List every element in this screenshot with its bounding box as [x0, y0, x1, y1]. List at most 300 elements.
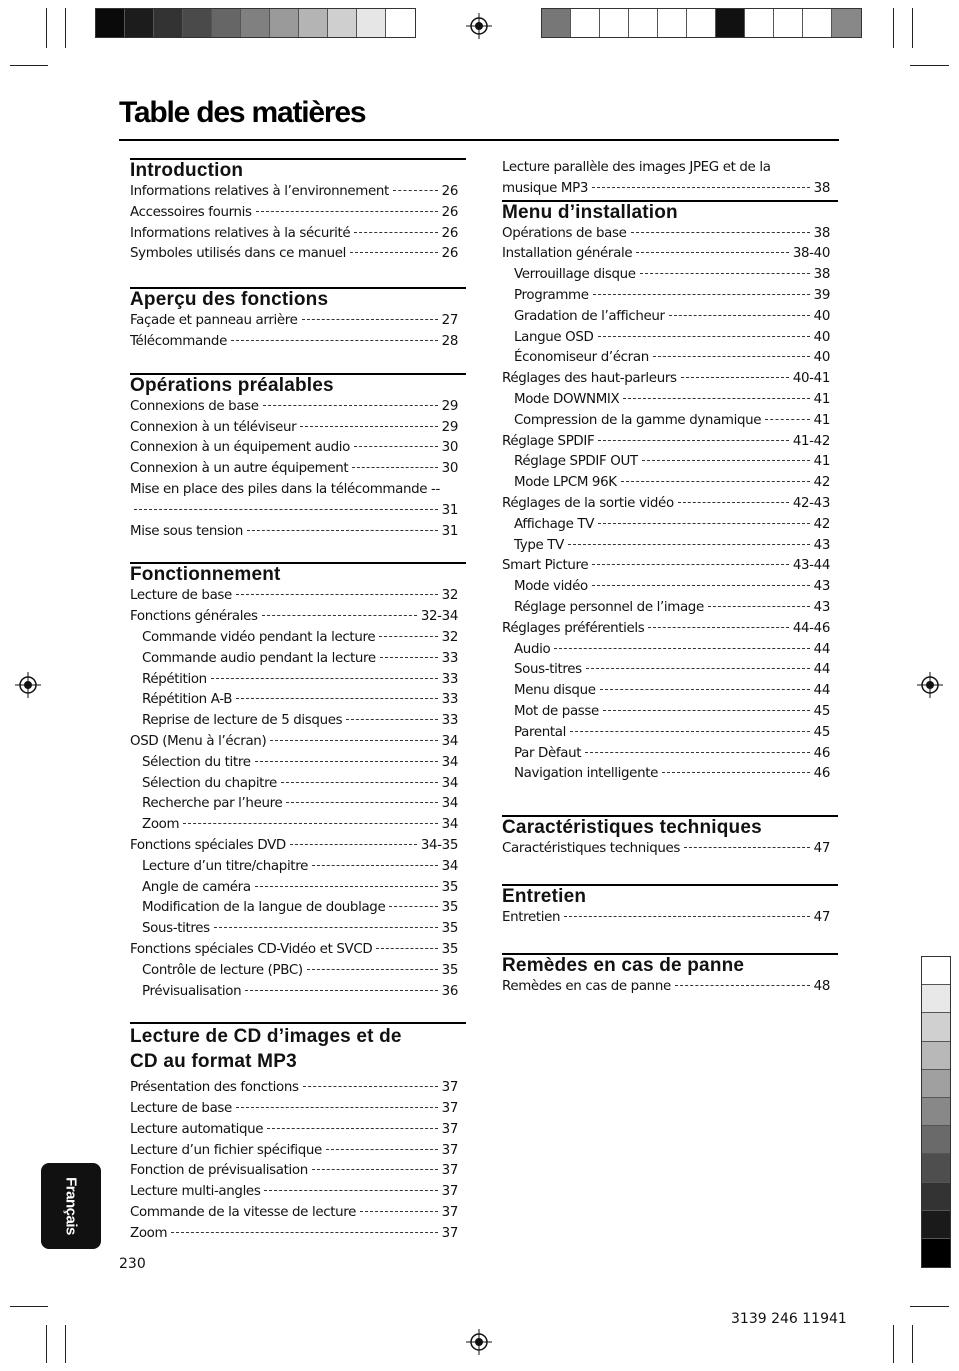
toc-entry-page: 35 — [441, 921, 458, 937]
toc-entry-label: Sous-titres — [142, 921, 210, 937]
toc-entry-page: 43-44 — [792, 558, 830, 574]
toc-section — [130, 287, 458, 353]
toc-entry[interactable] — [130, 628, 458, 649]
toc-entry[interactable] — [502, 723, 830, 744]
toc-entry-page: 38-40 — [792, 246, 830, 262]
toc-entry-label: Contrôle de lecture (PBC) — [142, 962, 303, 978]
dot-leader — [603, 710, 810, 711]
toc-entry-label: Navigation intelligente — [514, 766, 659, 782]
toc-entry[interactable] — [502, 390, 830, 411]
toc-entry-page: 37 — [441, 1142, 458, 1158]
toc-entry-label: Installation générale — [502, 246, 633, 262]
dot-leader — [354, 232, 437, 233]
dot-leader — [354, 446, 438, 447]
toc-entry-page: 26 — [441, 225, 458, 241]
toc-entry-label: OSD (Menu à l’écran) — [130, 733, 267, 749]
toc-entry-label: Réglages des haut-parleurs — [502, 371, 677, 387]
toc-entry[interactable] — [130, 311, 458, 332]
toc-entry-page: 37 — [441, 1163, 458, 1179]
toc-entry-page: 37 — [441, 1101, 458, 1117]
section-heading — [130, 1022, 466, 1078]
toc-entry-page: 43 — [813, 599, 830, 615]
section-heading: Caractéristiques techniques — [502, 815, 838, 839]
toc-entry-label: Type TV — [514, 537, 564, 553]
toc-entry-label: Entretien — [502, 909, 561, 925]
section-heading: Entretien — [502, 884, 838, 908]
toc-entry-label: Réglage SPDIF — [502, 433, 595, 449]
toc-entry-label: Connexion à un équipement audio — [130, 440, 351, 456]
crop-mark — [912, 1325, 913, 1363]
toc-entry-label: Télécommande — [130, 333, 227, 349]
toc-entry[interactable] — [130, 1203, 458, 1224]
section-heading: Remèdes en cas de panne — [502, 953, 838, 977]
dot-leader — [352, 467, 437, 468]
toc-entry[interactable] — [130, 522, 458, 543]
toc-entry-label: Audio — [514, 641, 551, 657]
dot-leader — [600, 689, 810, 690]
toc-entry[interactable] — [130, 418, 458, 439]
toc-entry[interactable] — [130, 1120, 458, 1141]
toc-entry[interactable] — [502, 908, 830, 929]
toc-entry-label: Compression de la gamme dynamique — [514, 412, 762, 428]
toc-entry[interactable] — [502, 494, 830, 515]
toc-entry-label: Fonction de prévisualisation — [130, 1163, 308, 1179]
toc-entry-page: 32 — [441, 588, 458, 604]
toc-entry-page: 44 — [813, 641, 830, 657]
title-divider — [119, 139, 839, 141]
color-bar-top-left — [95, 8, 416, 38]
language-tab-label: Français — [62, 1177, 80, 1235]
toc-section — [130, 373, 458, 543]
toc-entry[interactable] — [130, 244, 458, 265]
toc-entry[interactable] — [130, 203, 458, 224]
dot-leader — [379, 636, 437, 637]
toc-entry-label: Lecture multi-angles — [130, 1184, 261, 1200]
dot-leader — [621, 481, 810, 482]
dot-leader — [255, 761, 438, 762]
toc-entry[interactable] — [130, 919, 458, 940]
toc-entry[interactable] — [130, 224, 458, 245]
toc-entry-label: Lecture automatique — [130, 1121, 264, 1137]
toc-section — [130, 158, 458, 265]
dot-leader — [346, 719, 437, 720]
toc-entry[interactable] — [502, 307, 830, 328]
toc-entry-label: Menu disque — [514, 683, 596, 699]
dot-leader — [681, 377, 789, 378]
toc-entry[interactable] — [130, 878, 458, 899]
toc-entry[interactable] — [130, 690, 458, 711]
toc-entry[interactable] — [502, 556, 830, 577]
toc-entry-label: Reprise de lecture de 5 disques — [142, 713, 343, 729]
toc-entry[interactable] — [130, 501, 458, 522]
dot-leader — [592, 585, 810, 586]
section-heading: Opérations préalables — [130, 373, 466, 397]
toc-entry-label: Angle de caméra — [142, 879, 251, 895]
dot-leader — [586, 668, 810, 669]
toc-entry-label[interactable]: Mise en place des piles dans la télécommande -- — [130, 481, 440, 497]
toc-entry[interactable] — [502, 515, 830, 536]
dot-leader — [592, 564, 789, 565]
toc-entry-label: Verrouillage disque — [514, 267, 636, 283]
toc-entry-label: Accessoires fournis — [130, 204, 252, 220]
toc-entry[interactable] — [502, 977, 830, 998]
toc-entry[interactable] — [130, 586, 458, 607]
dot-leader — [171, 1232, 437, 1233]
toc-entry-page: 40-41 — [792, 371, 830, 387]
page-number: 230 — [119, 1256, 146, 1272]
toc-right-column — [502, 158, 830, 998]
toc-entry-label: Par Dèfaut — [514, 745, 582, 761]
toc-entry-page: 34 — [441, 796, 458, 812]
toc-entry-label: Recherche par l’heure — [142, 796, 283, 812]
dot-leader — [255, 886, 438, 887]
dot-leader — [708, 606, 810, 607]
toc-entry-page: 40 — [813, 329, 830, 345]
dot-leader — [554, 648, 809, 649]
dot-leader — [312, 1169, 438, 1170]
toc-entry-page: 41 — [813, 454, 830, 470]
dot-leader — [290, 844, 417, 845]
dot-leader — [636, 252, 789, 253]
dot-leader — [564, 916, 809, 917]
crop-mark — [893, 8, 894, 48]
color-bar-right — [921, 956, 951, 1268]
toc-entry-page: 26 — [441, 204, 458, 220]
crop-mark — [46, 8, 47, 48]
toc-section — [130, 1022, 458, 1244]
section-heading-line: Lecture de CD d’images et de — [130, 1026, 402, 1048]
toc-section — [502, 884, 830, 929]
toc-entry-label: Sous-titres — [514, 662, 582, 678]
toc-entry-label: Commande vidéo pendant la lecture — [142, 629, 376, 645]
toc-section — [130, 562, 458, 1002]
dot-leader — [262, 615, 417, 616]
dot-leader — [247, 530, 438, 531]
toc-entry[interactable] — [502, 598, 830, 619]
toc-entry-label: Connexion à un autre équipement — [130, 461, 349, 477]
toc-entry[interactable] — [502, 411, 830, 432]
toc-entry-page: 41 — [813, 412, 830, 428]
crop-mark — [10, 65, 48, 66]
toc-entry[interactable] — [502, 265, 830, 286]
toc-entry-label: Mise sous tension — [130, 523, 244, 539]
toc-entry[interactable] — [130, 898, 458, 919]
toc-entry-page: 48 — [813, 978, 830, 994]
toc-entry-page: 41-42 — [792, 433, 830, 449]
toc-entry[interactable] — [130, 753, 458, 774]
dot-leader — [678, 502, 789, 503]
toc-entry[interactable] — [130, 857, 458, 878]
toc-entry[interactable] — [502, 328, 830, 349]
section-heading: Introduction — [130, 158, 466, 182]
toc-entry[interactable] — [130, 1078, 458, 1099]
dot-leader — [598, 523, 810, 524]
dot-leader — [393, 190, 438, 191]
crop-mark — [10, 1306, 48, 1307]
toc-entry[interactable] — [502, 369, 830, 390]
toc-entry[interactable] — [502, 432, 830, 453]
toc-entry-page: 32-34 — [420, 609, 458, 625]
crop-mark — [910, 65, 949, 66]
dot-leader — [640, 273, 810, 274]
dot-leader — [134, 509, 438, 510]
toc-entry-label: Présentation des fonctions — [130, 1080, 299, 1096]
toc-entry-page: 42-43 — [792, 495, 830, 511]
toc-entry-page: 44-46 — [792, 620, 830, 636]
toc-entry-label: Smart Picture — [502, 558, 589, 574]
toc-entry-page: 34 — [441, 817, 458, 833]
toc-entry-label: Caractéristiques techniques — [502, 841, 681, 857]
toc-entry-page: 29 — [441, 398, 458, 414]
dot-leader — [231, 340, 438, 341]
toc-entry[interactable] — [130, 711, 458, 732]
toc-entry-page: 46 — [813, 745, 830, 761]
toc-entry[interactable] — [130, 1161, 458, 1182]
toc-entry[interactable] — [130, 182, 458, 203]
toc-entry[interactable] — [130, 1182, 458, 1203]
toc-entry-label: Commande de la vitesse de lecture — [130, 1205, 357, 1221]
dot-leader — [380, 657, 438, 658]
toc-entry-page: 43 — [813, 579, 830, 595]
toc-entry-page: 32 — [441, 629, 458, 645]
crop-mark — [65, 8, 66, 48]
dot-leader — [312, 865, 438, 866]
dot-leader — [281, 782, 438, 783]
toc-entry-label: Mot de passe — [514, 703, 599, 719]
toc-entry-page: 35 — [441, 941, 458, 957]
registration-mark-icon — [466, 1329, 492, 1355]
dot-leader — [642, 460, 810, 461]
toc-entry-page: 45 — [813, 703, 830, 719]
toc-entry-page: 31 — [441, 502, 458, 518]
dot-leader — [303, 1086, 438, 1087]
document-code: 3139 246 11941 — [731, 1311, 847, 1327]
toc-entry-page: 33 — [441, 671, 458, 687]
toc-entry-label: Commande audio pendant la lecture — [142, 650, 376, 666]
dot-leader — [350, 252, 438, 253]
crop-mark — [65, 1325, 66, 1363]
toc-entry[interactable] — [502, 702, 830, 723]
registration-mark-icon — [917, 672, 943, 698]
dot-leader — [360, 1211, 438, 1212]
registration-mark-icon — [466, 13, 492, 39]
toc-entry[interactable] — [130, 670, 458, 691]
toc-entry-label: Connexions de base — [130, 398, 259, 414]
toc-entry[interactable] — [502, 536, 830, 557]
dot-leader — [286, 802, 437, 803]
toc-entry-page: 39 — [813, 287, 830, 303]
toc-entry[interactable] — [130, 1141, 458, 1162]
page-title: Table des matières — [119, 96, 366, 129]
toc-entry-page: 37 — [441, 1080, 458, 1096]
color-bar-top-right — [541, 8, 862, 38]
toc-entry-label: Connexion à un téléviseur — [130, 419, 297, 435]
toc-entry-page: 34-35 — [420, 837, 458, 853]
toc-entry-page: 26 — [441, 246, 458, 262]
toc-entry-page: 34 — [441, 754, 458, 770]
toc-entry-page: 34 — [441, 733, 458, 749]
toc-section — [502, 953, 830, 998]
toc-entry-page: 29 — [441, 419, 458, 435]
toc-entry[interactable] — [130, 794, 458, 815]
toc-entry-label: Langue OSD — [514, 329, 594, 345]
toc-entry-label: Symboles utilisés dans ce manuel — [130, 246, 346, 262]
toc-entry-page: 47 — [813, 909, 830, 925]
dot-leader — [256, 211, 438, 212]
dot-leader — [675, 985, 810, 986]
toc-entry[interactable] — [130, 649, 458, 670]
toc-entry-page: 30 — [441, 440, 458, 456]
toc-entry-page: 37 — [441, 1184, 458, 1200]
toc-entry[interactable] — [502, 744, 830, 765]
section-heading-line: CD au format MP3 — [130, 1051, 297, 1073]
registration-mark-icon — [15, 672, 41, 698]
toc-entry[interactable] — [502, 660, 830, 681]
toc-entry-label: Affichage TV — [514, 516, 595, 532]
toc-entry-label: Gradation de l’afficheur — [514, 308, 665, 324]
crop-mark — [893, 1325, 894, 1363]
toc-entry-page: 43 — [813, 537, 830, 553]
crop-mark — [46, 1325, 47, 1363]
dot-leader — [307, 969, 438, 970]
dot-leader — [592, 187, 810, 188]
dot-leader — [593, 294, 810, 295]
toc-entry-page: 44 — [813, 683, 830, 699]
toc-entry[interactable] — [130, 982, 458, 1003]
section-heading: Fonctionnement — [130, 562, 466, 586]
dot-leader — [389, 906, 437, 907]
toc-entry[interactable] — [130, 815, 458, 836]
toc-entry[interactable] — [502, 244, 830, 265]
toc-entry-label: Sélection du titre — [142, 754, 251, 770]
toc-entry[interactable] — [502, 452, 830, 473]
crop-mark — [910, 1306, 949, 1307]
toc-entry[interactable] — [502, 619, 830, 640]
toc-entry-page: 38 — [813, 180, 830, 196]
toc-entry[interactable] — [130, 1224, 458, 1245]
toc-entry-page: 38 — [813, 225, 830, 241]
toc-entry-page: 41 — [813, 391, 830, 407]
toc-entry-page: 46 — [813, 766, 830, 782]
toc-entry[interactable] — [502, 224, 830, 245]
toc-entry[interactable] — [502, 577, 830, 598]
toc-entry[interactable] — [130, 961, 458, 982]
toc-entry-page: 28 — [441, 333, 458, 349]
toc-entry-label: Prévisualisation — [142, 983, 242, 999]
toc-section — [502, 200, 830, 786]
toc-entry-page: 45 — [813, 724, 830, 740]
toc-entry-page: 31 — [441, 523, 458, 539]
toc-entry-label: Répétition A-B — [142, 692, 233, 708]
toc-entry[interactable] — [130, 1099, 458, 1120]
toc-entry-label[interactable]: Lecture parallèle des images JPEG et de la — [502, 160, 771, 175]
toc-entry[interactable] — [502, 473, 830, 494]
language-tab — [41, 1163, 101, 1249]
toc-entry[interactable] — [130, 607, 458, 628]
dot-leader — [568, 544, 810, 545]
toc-entry[interactable] — [130, 774, 458, 795]
toc-entry-page: 37 — [441, 1205, 458, 1221]
dot-leader — [245, 990, 437, 991]
toc-entry-label: Réglages de la sortie vidéo — [502, 495, 674, 511]
dot-leader — [236, 698, 438, 699]
dot-leader — [623, 398, 809, 399]
toc-entry-label: Réglage personnel de l’image — [514, 599, 704, 615]
toc-entry-page: 36 — [441, 983, 458, 999]
toc-entry[interactable] — [130, 940, 458, 961]
toc-entry[interactable] — [130, 836, 458, 857]
toc-entry[interactable] — [502, 286, 830, 307]
toc-entry-label: Lecture de base — [130, 1101, 232, 1117]
crop-mark — [912, 8, 913, 48]
toc-entry-label: Lecture d’un fichier spécifique — [130, 1142, 322, 1158]
dot-leader — [648, 627, 788, 628]
toc-entry-page: 35 — [441, 879, 458, 895]
toc-entry-page: 42 — [813, 516, 830, 532]
toc-entry-label: Mode DOWNMIX — [514, 391, 620, 407]
toc-entry-label: Informations relatives à l’environnement — [130, 184, 389, 199]
toc-entry-page: 44 — [813, 662, 830, 678]
toc-entry-page: 35 — [441, 962, 458, 978]
toc-entry-label: Fonctions spéciales DVD — [130, 837, 286, 853]
dot-leader — [300, 426, 437, 427]
toc-entry[interactable] — [130, 732, 458, 753]
toc-entry-page: 37 — [441, 1121, 458, 1137]
dot-leader — [631, 232, 810, 233]
dot-leader — [669, 315, 810, 316]
dot-leader — [598, 440, 788, 441]
toc-entry-label: Zoom — [130, 1225, 168, 1241]
dot-leader — [570, 731, 810, 732]
toc-entry[interactable] — [502, 839, 830, 860]
toc-entry[interactable] — [502, 179, 830, 200]
toc-entry-label: Fonctions spéciales CD-Vidéo et SVCD — [130, 941, 373, 957]
toc-entry-label: Répétition — [142, 671, 207, 687]
dot-leader — [598, 336, 810, 337]
toc-entry-label: Lecture d’un titre/chapitre — [142, 858, 308, 874]
toc-entry[interactable] — [502, 348, 830, 369]
toc-entry-label: Mode LPCM 96K — [514, 475, 617, 491]
toc-entry-page: 33 — [441, 713, 458, 729]
toc-entry-page: 35 — [441, 900, 458, 916]
toc-entry-page: 40 — [813, 308, 830, 324]
toc-entry-label: Informations relatives à la sécurité — [130, 225, 351, 241]
toc-entry-page: 37 — [441, 1225, 458, 1241]
toc-entry[interactable] — [130, 332, 458, 353]
toc-entry[interactable] — [502, 681, 830, 702]
dot-leader — [684, 847, 810, 848]
toc-entry-label: Réglages préférentiels — [502, 620, 645, 636]
toc-entry[interactable] — [130, 459, 458, 480]
dot-leader — [376, 948, 437, 949]
dot-leader — [653, 356, 810, 357]
toc-entry-page: 34 — [441, 775, 458, 791]
toc-entry[interactable] — [130, 397, 458, 418]
dot-leader — [236, 594, 438, 595]
toc-entry-label: Fonctions générales — [130, 609, 258, 625]
toc-entry-label: Remèdes en cas de panne — [502, 978, 671, 994]
toc-entry-page: 34 — [441, 858, 458, 874]
toc-entry[interactable] — [502, 640, 830, 661]
dot-leader — [183, 823, 437, 824]
section-heading: Menu d’installation — [502, 200, 838, 224]
toc-entry[interactable] — [502, 764, 830, 785]
dot-leader — [585, 752, 810, 753]
toc-entry-label: Économiseur d’écran — [514, 350, 649, 366]
toc-entry-page: 26 — [441, 184, 458, 199]
toc-entry[interactable] — [130, 438, 458, 459]
toc-entry-page: 27 — [441, 313, 458, 329]
